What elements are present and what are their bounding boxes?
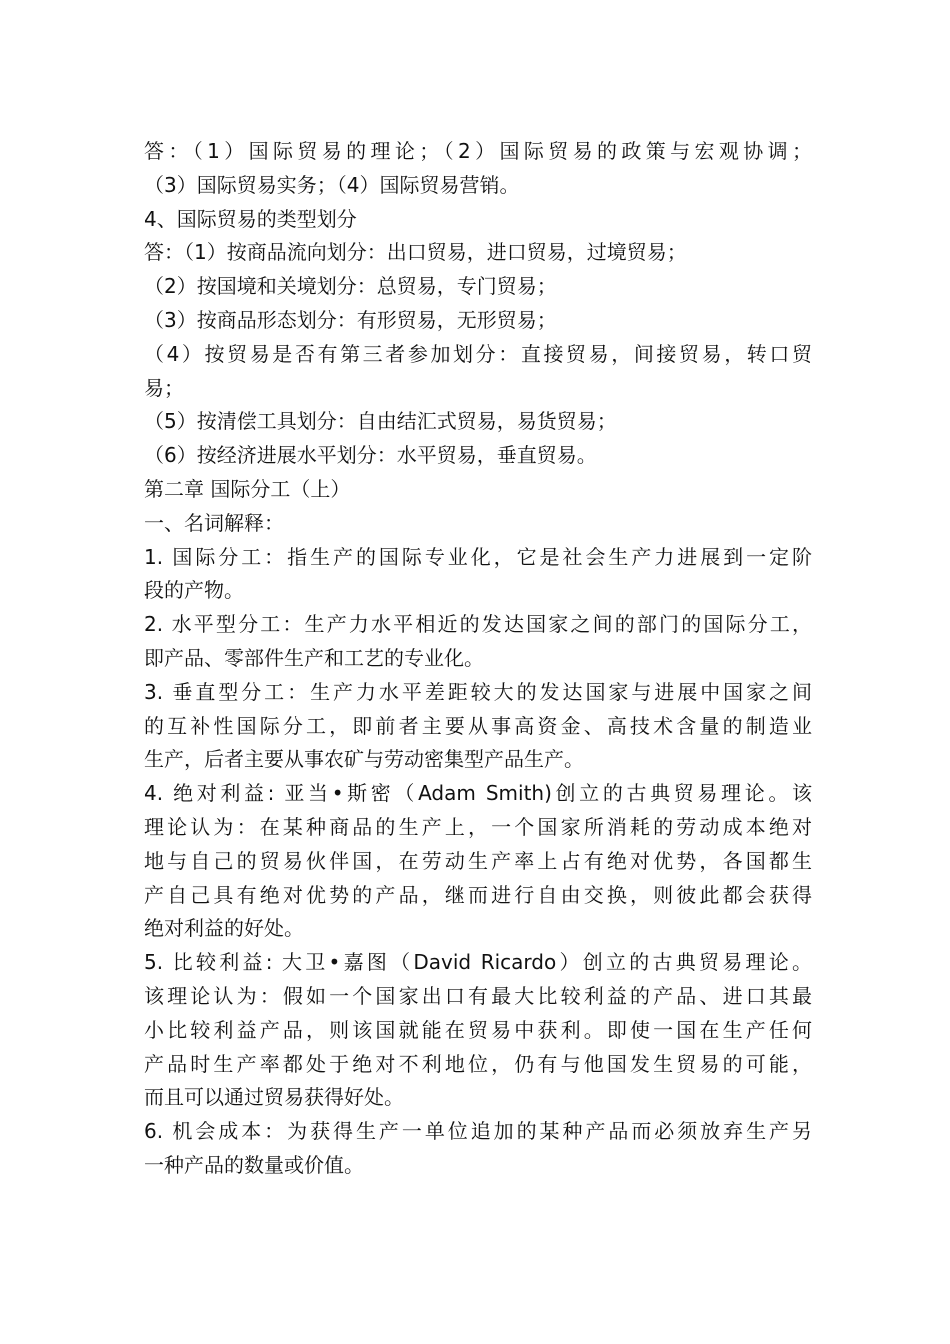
text-line: 即产品、零部件生产和工艺的专业化。 [144, 645, 484, 670]
text-line: （6）按经济进展水平划分：水平贸易，垂直贸易。 [144, 443, 597, 468]
text-line: 地与自己的贸易伙伴国，在劳动生产率上占有绝对优势，各国都生 [144, 848, 812, 873]
text-line: 一种产品的数量或价值。 [144, 1152, 364, 1177]
text-line: 4. 绝对利益: 亚当•斯密（Adam Smith)创立的古典贸易理论。该 [144, 781, 812, 806]
text-line: 绝对利益的好处。 [144, 916, 304, 941]
text-line: 理论认为：在某种商品的生产上，一个国家所消耗的劳动成本绝对 [144, 814, 812, 839]
text-line: 该理论认为：假如一个国家出口有最大比较利益的产品、进口其最 [144, 983, 812, 1008]
text-line: 产品时生产率都处于绝对不利地位，仍有与他国发生贸易的可能， [144, 1051, 812, 1076]
text-line: 段的产物。 [144, 578, 244, 603]
text-line: 3. 垂直型分工：生产力水平差距较大的发达国家与进展中国家之间 [144, 679, 812, 704]
document-body [144, 135, 812, 1183]
text-line: 1. 国际分工：指生产的国际专业化，它是社会生产力进展到一定阶 [144, 544, 812, 569]
text-line: 产自己具有绝对优势的产品，继而进行自由交换，则彼此都会获得 [144, 882, 812, 907]
text-line: （3）按商品形态划分：有形贸易，无形贸易； [144, 307, 557, 332]
text-line: 易； [144, 375, 184, 400]
text-line: 6. 机会成本：为获得生产一单位追加的某种产品而必须放弃生产另 [144, 1119, 812, 1144]
text-line: （2）按国境和关境划分：总贸易，专门贸易； [144, 274, 557, 299]
section-heading: 4、国际贸易的类型划分 [144, 206, 357, 231]
text-line: 答：（1）按商品流向划分：出口贸易，进口贸易，过境贸易； [144, 240, 687, 265]
text-line: 生产，后者主要从事农矿与劳动密集型产品生产。 [144, 747, 584, 772]
section-heading: 一、名词解释： [144, 510, 284, 535]
text-line: 的互补性国际分工，即前者主要从事高资金、高技术含量的制造业 [144, 713, 812, 738]
text-line: （4）按贸易是否有第三者参加划分：直接贸易，间接贸易，转口贸 [144, 341, 812, 366]
text-line: （5）按清偿工具划分：自由结汇式贸易，易货贸易； [144, 409, 617, 434]
text-line: 答：（1）国际贸易的理论；（2）国际贸易的政策与宏观协调； [144, 139, 812, 163]
text-line: 而且可以通过贸易获得好处。 [144, 1085, 404, 1110]
chapter-title: 第二章 国际分工（上） [144, 476, 351, 501]
text-line: （3）国际贸易实务；（4）国际贸易营销。 [144, 172, 520, 197]
text-line: 小比较利益产品，则该国就能在贸易中获利。即使一国在生产任何 [144, 1017, 812, 1042]
text-line: 5. 比较利益: 大卫•嘉图（David Ricardo）创立的古典贸易理论。 [144, 950, 812, 975]
text-line: 2. 水平型分工：生产力水平相近的发达国家之间的部门的国际分工， [144, 612, 812, 637]
